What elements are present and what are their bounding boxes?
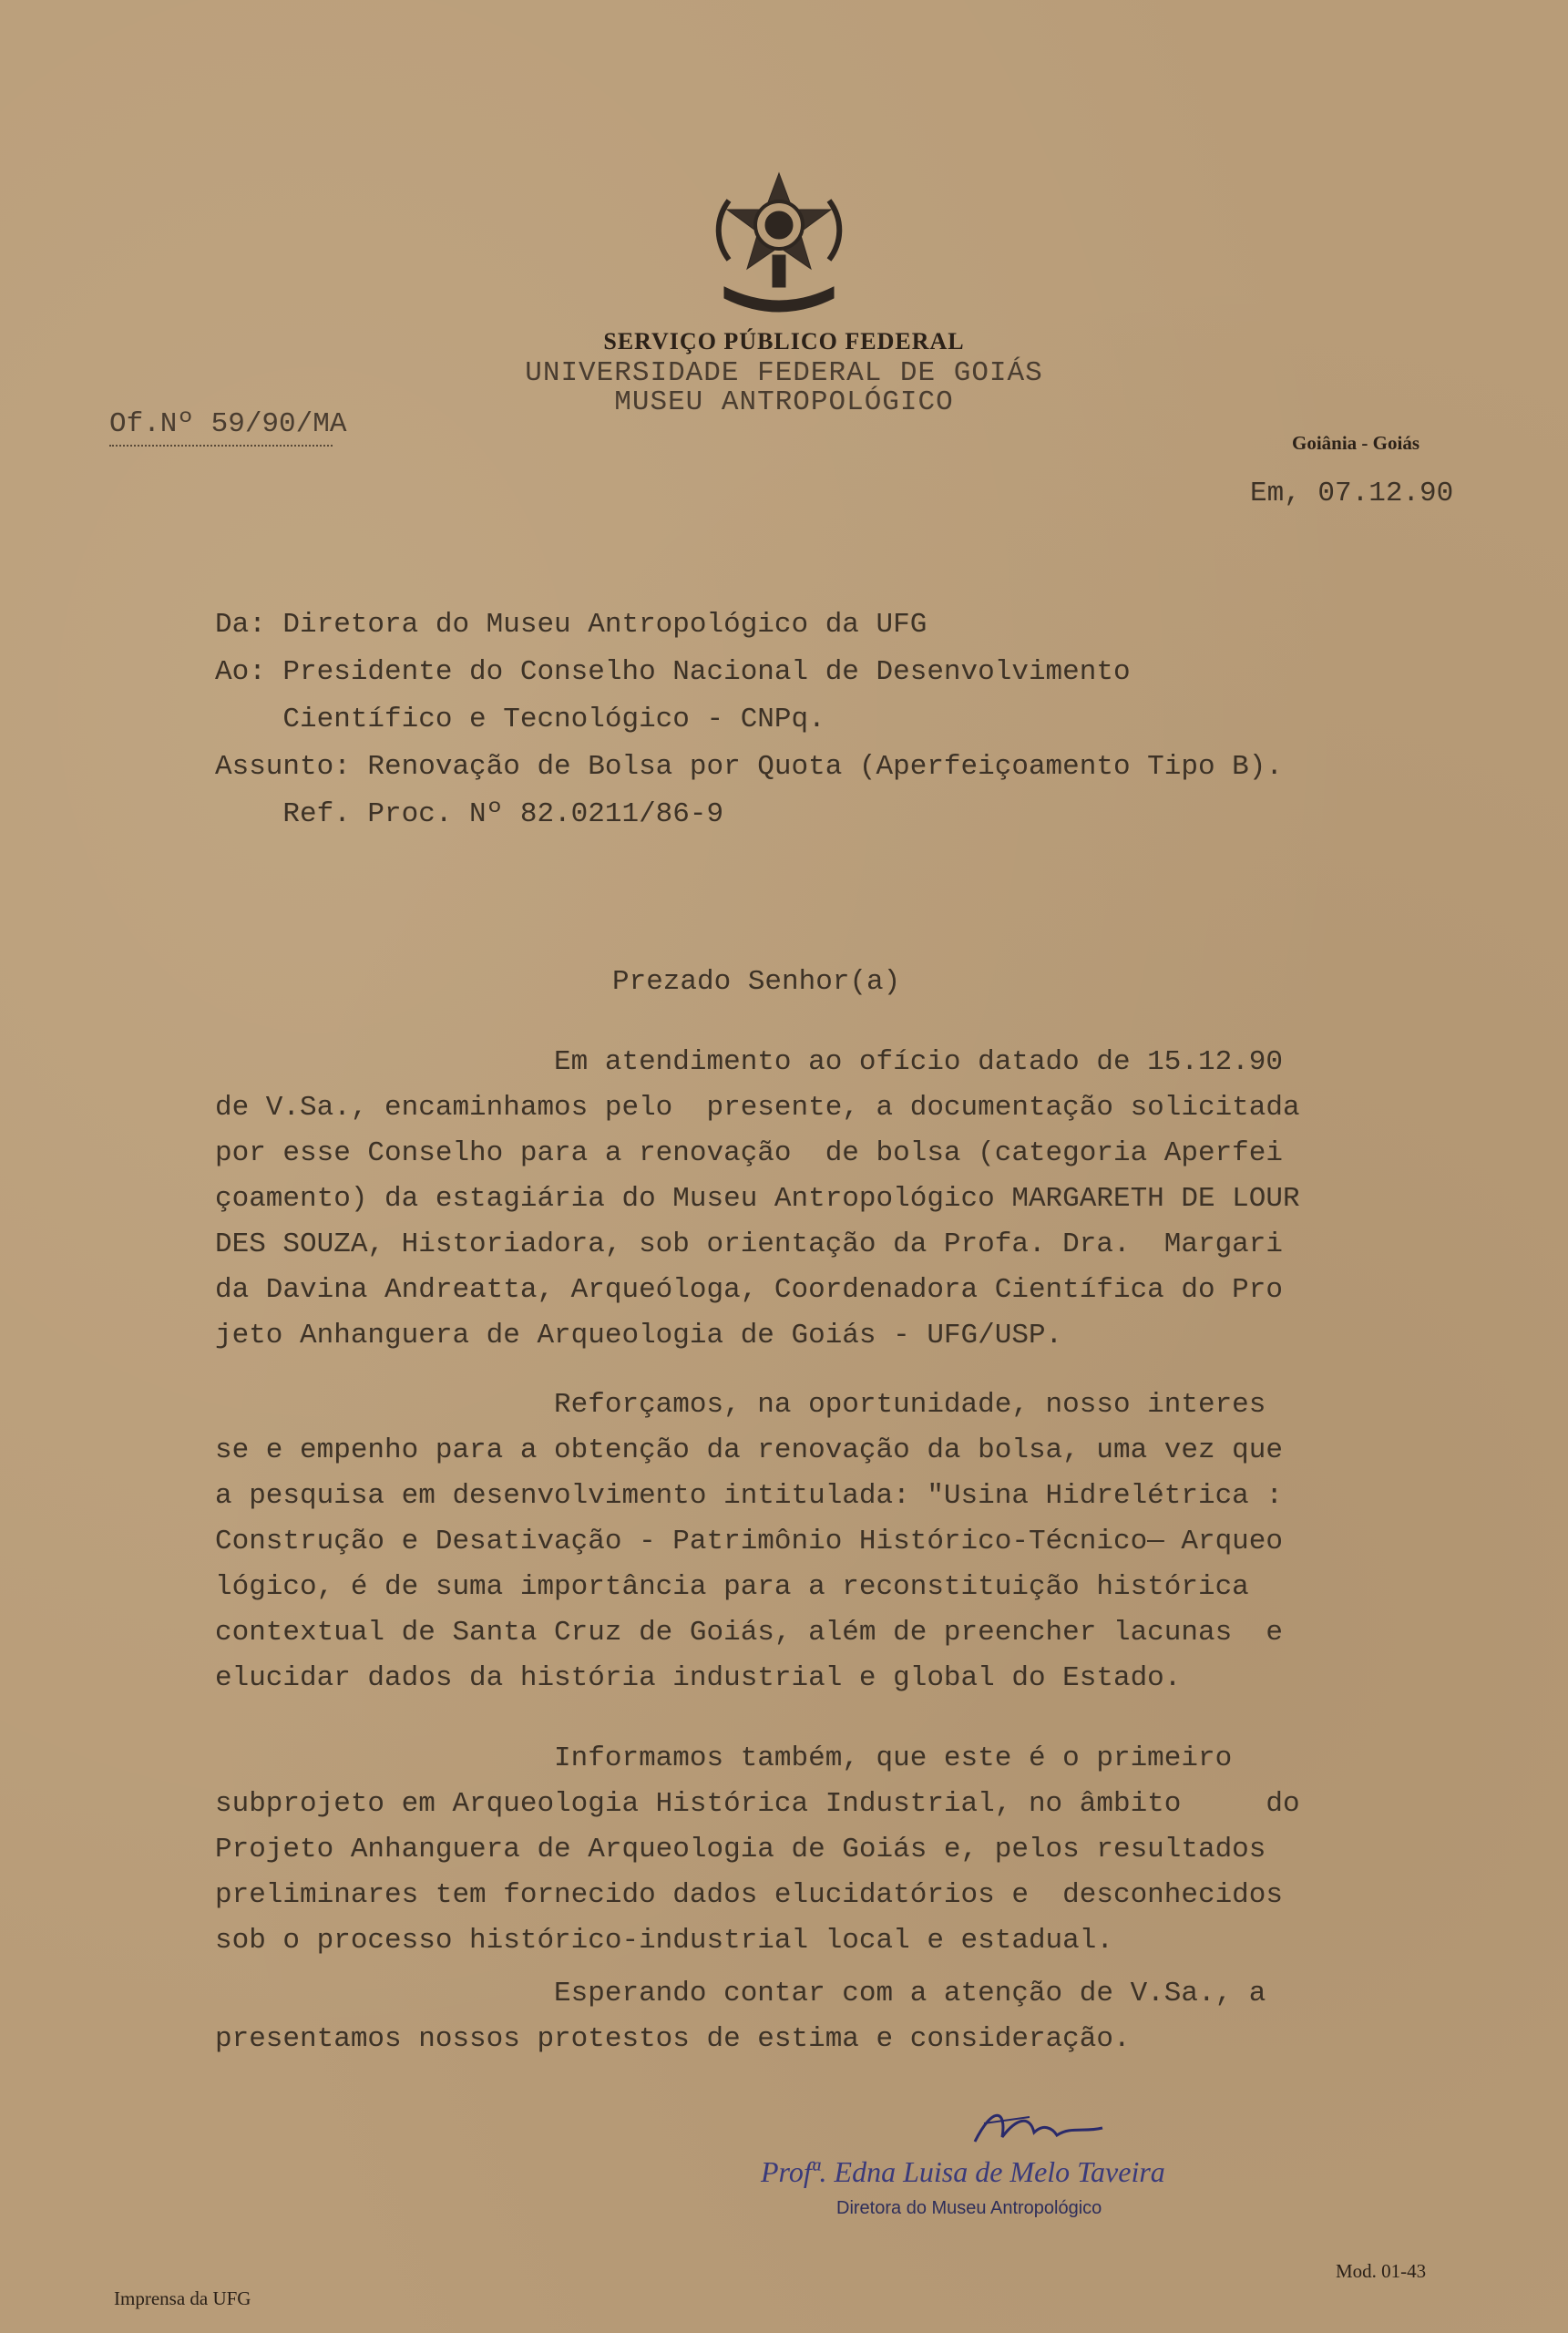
printer-label: Imprensa da UFG — [114, 2287, 251, 2309]
address-line: Ref. Proc. Nº 82.0211/86-9 — [215, 798, 724, 830]
coat-of-arms-emblem — [711, 169, 847, 319]
salutation: Prezado Senhor(a) — [612, 966, 901, 998]
body-line: se e empenho para a obtenção da renovação da bolsa, uma vez que — [215, 1434, 1283, 1466]
address-line: Ao: Presidente do Conselho Nacional de Desenvolvimento — [215, 656, 1131, 688]
body-line: a pesquisa em desenvolvimento intitulada: "Usina Hidrelétrica : — [215, 1480, 1283, 1512]
handwritten-signature — [966, 2101, 1112, 2155]
body-line: de V.Sa., encaminhamos pelo presente, a documentação solicitada — [215, 1092, 1300, 1124]
body-line: DES SOUZA, Historiadora, sob orientação da Profa. Dra. Margari — [215, 1228, 1283, 1260]
body-line: presentamos nossos protestos de estima e consideração. — [215, 2023, 1131, 2055]
header-service: SERVIÇO PÚBLICO FEDERAL — [603, 328, 965, 355]
body-line: subprojeto em Arqueologia Histórica Industrial, no âmbito do — [215, 1788, 1300, 1820]
body-line: çoamento) da estagiária do Museu Antropológico MARGARETH DE LOUR — [215, 1183, 1300, 1215]
body-line: sob o processo histórico-industrial local e estadual. — [215, 1925, 1113, 1957]
body-line: elucidar dados da história industrial e global do Estado. — [215, 1662, 1182, 1694]
body-line: por esse Conselho para a renovação de bolsa (categoria Aperfei — [215, 1137, 1283, 1169]
letter-date: Em, 07.12.90 — [1250, 478, 1454, 509]
body-line: contextual de Santa Cruz de Goiás, além de preencher lacunas e — [215, 1617, 1283, 1649]
signatory-role: Diretora do Museu Antropológico — [836, 2198, 1102, 2218]
header-museum: MUSEU ANTROPOLÓGICO — [614, 386, 954, 418]
reference-number: Of.Nº 59/90/MA — [109, 408, 347, 440]
address-line: Da: Diretora do Museu Antropológico da UFG — [215, 609, 927, 641]
model-number: Mod. 01-43 — [1336, 2260, 1427, 2282]
body-line: jeto Anhanguera de Arqueologia de Goiás - UFG/USP. — [215, 1320, 1063, 1351]
body-line: Esperando contar com a atenção de V.Sa., a — [215, 1978, 1266, 2009]
body-line: Projeto Anhanguera de Arqueologia de Goiás e, pelos resultados — [215, 1834, 1266, 1865]
address-line: Assunto: Renovação de Bolsa por Quota (Aperfeiçoamento Tipo B). — [215, 751, 1283, 783]
body-line: lógico, é de suma importância para a reconstituição histórica — [215, 1571, 1249, 1603]
signatory-name: Profª. Edna Luisa de Melo Taveira — [761, 2155, 1165, 2188]
body-line: da Davina Andreatta, Arqueóloga, Coordenadora Científica do Pro — [215, 1274, 1283, 1306]
body-line: preliminares tem fornecido dados elucidatórios e desconhecidos — [215, 1879, 1283, 1911]
address-line: Científico e Tecnológico - CNPq. — [215, 704, 825, 735]
body-line: Construção e Desativação - Patrimônio Histórico-Técnico— Arqueo — [215, 1526, 1283, 1557]
reference-underline — [109, 445, 333, 447]
body-line: Em atendimento ao ofício datado de 15.12.90 — [215, 1046, 1283, 1078]
city-label: Goiânia - Goiás — [1292, 432, 1420, 454]
body-line: Reforçamos, na oportunidade, nosso interes — [215, 1389, 1266, 1421]
body-line: Informamos também, que este é o primeiro — [215, 1742, 1233, 1774]
header-university: UNIVERSIDADE FEDERAL DE GOIÁS — [525, 357, 1043, 389]
